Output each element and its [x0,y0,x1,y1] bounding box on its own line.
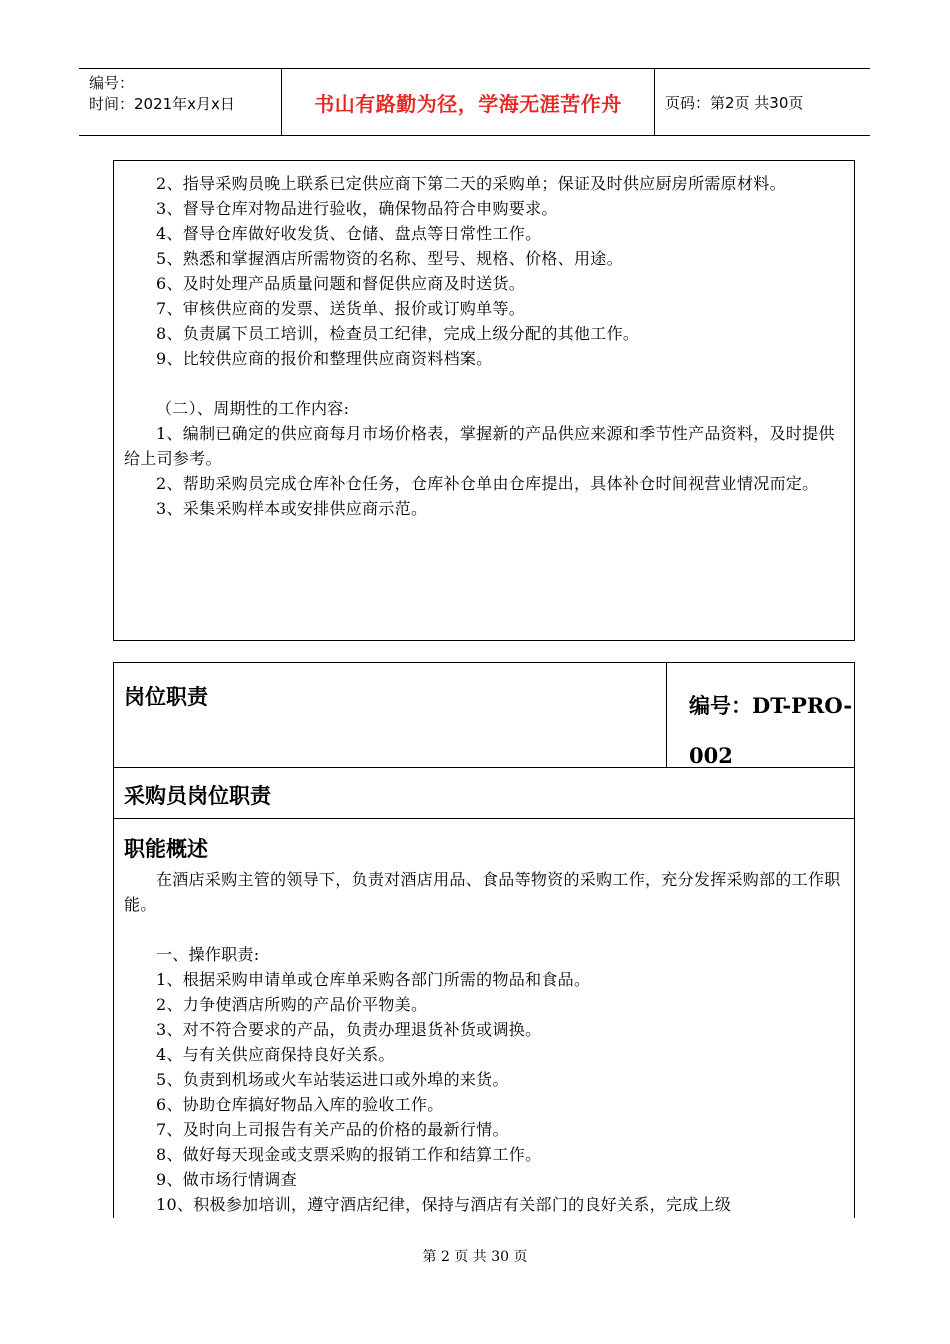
duty-line: 6、及时处理产品质量问题和督促供应商及时送货。 [156,274,526,293]
doc-code-line2: 002 [689,743,733,768]
buyer-duties-table [113,662,855,1218]
page-footer: 第 2 页 共 30 页 [422,1249,528,1265]
duty-item: 10、积极参加培训，遵守酒店纪律，保持与酒店有关部门的良好关系，完成上级 [156,1195,732,1214]
position-body [114,819,854,1217]
doc-time-label: 时间：2021年x月x日 [89,95,235,113]
duty-item: 8、做好每天现金或支票采购的报销工作和结算工作。 [156,1145,542,1164]
periodic-line: 3、采集采购样本或安排供应商示范。 [156,499,428,518]
header-motto-cell [282,69,655,135]
overview-text: 在酒店采购主管的领导下，负责对酒店用品、食品等物资的采购工作，充分发挥采购部的工作职能。 [124,870,841,914]
duty-line: 8、负责属下员工培训，检查员工纪律，完成上级分配的其他工作。 [156,324,640,343]
duty-item: 6、协助仓库搞好物品入库的验收工作。 [156,1095,444,1114]
duty-line: 5、熟悉和掌握酒店所需物资的名称、型号、规格、价格、用途。 [156,249,623,268]
doc-code [667,663,854,767]
position-duties-label: 岗位职责 [114,663,667,767]
duty-line: 3、督导仓库对物品进行验收，确保物品符合申购要求。 [156,199,558,218]
duty-line: 7、审核供应商的发票、送货单、报价或订购单等。 [156,299,526,318]
doc-code-line1: 编号：DT-PRO- [689,693,853,718]
table-header-row [114,663,854,768]
duty-item: 2、力争使酒店所购的产品价平物美。 [156,995,428,1014]
duties-heading: 一、操作职责: [156,945,260,964]
duty-item: 3、对不符合要求的产品，负责办理退货补货或调换。 [156,1020,542,1039]
duty-item: 7、及时向上司报告有关产品的价格的最新行情。 [156,1120,509,1139]
position-title: 采购员岗位职责 [114,768,854,819]
duty-line: 9、比较供应商的报价和整理供应商资料档案。 [156,349,493,368]
duty-item: 4、与有关供应商保持良好关系。 [156,1045,395,1064]
overview-heading: 职能概述 [124,837,208,861]
duty-line: 4、督导仓库做好收发货、仓储、盘点等日常性工作。 [156,224,542,243]
page-header [79,68,870,136]
duty-item: 5、负责到机场或火车站装运进口或外埠的来货。 [156,1070,509,1089]
header-meta [79,69,282,135]
duty-item: 9、做市场行情调查 [156,1170,297,1189]
periodic-heading: （二）、周期性的工作内容: [156,399,350,418]
duty-line: 2、指导采购员晚上联系已定供应商下第二天的采购单；保证及时供应厨房所需原材料。 [156,174,786,193]
header-motto: 书山有路勤为径，学海无涯苦作舟 [314,91,622,116]
periodic-line: 2、帮助采购员完成仓库补仓任务，仓库补仓单由仓库提出，具体补仓时间视营业情况而定。 [156,474,819,493]
supervisor-duties-box [113,160,855,641]
header-page-info: 页码：第2页 共30页 [665,93,804,112]
doc-number-label: 编号： [89,74,135,92]
periodic-line: 1、编制已确定的供应商每月市场价格表，掌握新的产品供应来源和季节性产品资料，及时提供给上司参考。 [124,424,835,468]
duty-item: 1、根据采购申请单或仓库单采购各部门所需的物品和食品。 [156,970,591,989]
